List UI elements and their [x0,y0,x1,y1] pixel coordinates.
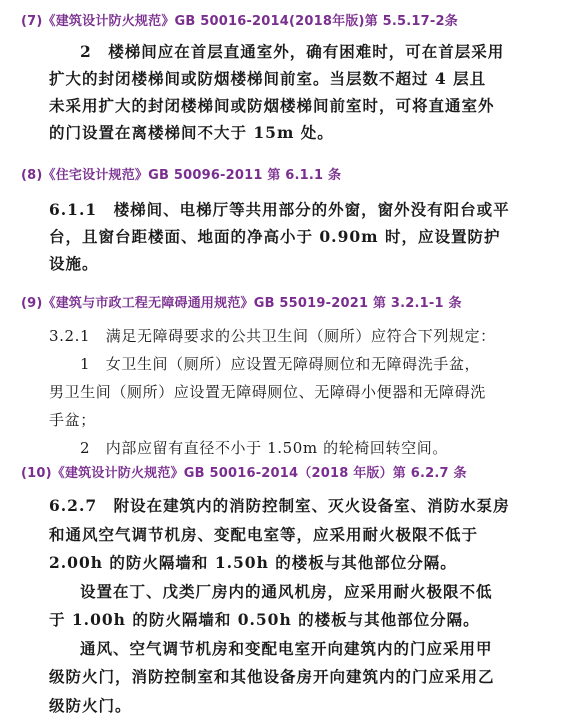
section-10-line: 和通风空气调节机房、变配电室等，应采用耐火极限不低于 [49,524,479,544]
section-10-heading: (10)《建筑设计防火规范》GB 50016-2014（2018 年版）第 6.2.7 条 [21,466,467,481]
section-9-line: 男卫生间（厕所）应设置无障碍厕位、无障碍小便器和无障碍洗 [49,383,486,401]
section-10-line: 级防火门，消防控制室和其他设备房开向建筑内的门应采用乙 [49,667,495,686]
section-8-line: 6.1.1 楼梯间、电梯厅等共用部分的外窗，窗外没有阳台或平 [49,200,510,219]
section-10-line: 2.00h 的防火隔墙和 1.50h 的楼板与其他部位分隔。 [49,553,457,572]
section-10-line: 于 1.00h 的防火隔墙和 0.50h 的楼板与其他部位分隔。 [49,610,480,629]
section-9-line: 2 内部应留有直径不小于 1.50m 的轮椅回转空间。 [80,439,448,457]
section-9-heading: (9)《建筑与市政工程无障碍通用规范》GB 55019-2021 第 3.2.1-1 条 [21,296,462,311]
section-7-line: 未采用扩大的封闭楼梯间或防烟楼梯间前室时，可将直通室外 [49,96,495,115]
section-10-line: 6.2.7 附设在建筑内的消防控制室、灭火设备室、消防水泵房 [49,496,510,515]
section-8-line: 台，且窗台距楼面、地面的净高小于 0.90m 时，应设置防护 [49,227,501,246]
section-10-line: 通风、空气调节机房和变配电室开向建筑内的门应采用甲 [80,638,493,658]
section-7-heading: (7)《建筑设计防火规范》GB 50016-2014(2018年版)第 5.5.17-2条 [21,14,458,29]
section-7-line: 扩大的封闭楼梯间或防烟楼梯间前室。当层数不超过 4 层且 [49,69,487,88]
section-8-line: 设施。 [49,254,99,273]
section-9-line: 手盆； [49,411,96,429]
section-7-line: 2 楼梯间应在首层直通室外，确有困难时，可在首层采用 [80,42,505,61]
section-10-body [49,492,549,720]
section-9-line: 3.2.1 满足无障碍要求的公共卫生间（厕所）应符合下列规定： [49,327,496,345]
section-8-body [49,196,549,277]
section-9-line: 1 女卫生间（厕所）应设置无障碍厕位和无障碍洗手盆， [80,355,481,373]
section-8-heading: (8)《住宅设计规范》GB 50096-2011 第 6.1.1 条 [21,168,342,183]
section-10-line: 设置在丁、戊类厂房内的通风机房，应采用耐火极限不低 [80,581,493,601]
section-10-line: 级防火门。 [49,695,132,715]
section-9-body [49,322,549,462]
section-7-body [49,38,549,146]
section-7-line: 的门设置在离楼梯间不大于 15m 处。 [49,123,334,142]
